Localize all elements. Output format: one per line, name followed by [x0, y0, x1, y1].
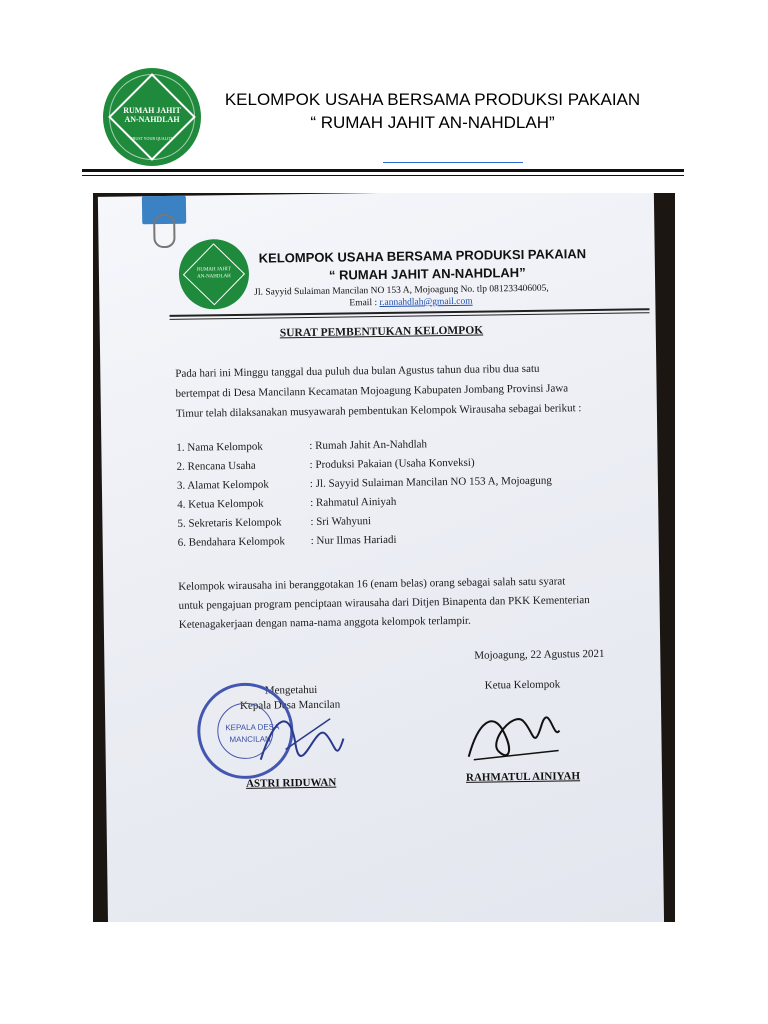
left-signature-icon	[255, 704, 346, 775]
item-value-3: : Jl. Sayyid Sulaiman Mancilan NO 153 A, Mojoagung	[309, 474, 552, 490]
left-sign-line2: Kepala Desa Mancilan	[239, 698, 341, 712]
letter-header-line2: “ RUMAH JAHIT AN-NAHDLAH”	[328, 264, 526, 283]
letter-address: Jl. Sayyid Sulaiman Mancilan NO 153 A, Mojoagung No. tlp 081233406005,	[254, 283, 549, 298]
item-label-2: 2. Rencana Usaha	[176, 459, 256, 473]
item-value-1: : Rumah Jahit An-Nahdlah	[309, 438, 428, 452]
letterhead-rule-thin	[82, 175, 684, 176]
letterhead-title-line1: KELOMPOK USAHA BERSAMA PRODUKSI PAKAIAN	[224, 90, 641, 109]
item-value-6: : Nur Ilmas Hariadi	[310, 533, 397, 547]
logo-text-line2: AN-NAHDLAH	[124, 115, 180, 124]
left-sign-name: ASTRI RIDUWAN	[245, 776, 337, 790]
letterhead-link-underline[interactable]	[383, 162, 523, 163]
letter-header-line1: KELOMPOK USAHA BERSAMA PRODUKSI PAKAIAN	[258, 246, 587, 266]
scanned-letter-photo	[93, 193, 675, 922]
place-date: Mojoagung, 22 Agustus 2021	[474, 647, 605, 662]
item-label-5: 5. Sekretaris Kelompok	[177, 516, 282, 530]
letterhead-rule-thick	[82, 169, 684, 172]
letterhead-logo	[103, 68, 201, 166]
right-sign-name: RAHMATUL AINIYAH	[465, 770, 581, 784]
letter-email-label: Email :	[349, 298, 378, 309]
item-label-3: 3. Alamat Kelompok	[176, 478, 269, 492]
closing-line-1: Kelompok wirausaha ini beranggotakan 16 (enam belas) orang sebagai salah satu syarat	[178, 575, 566, 593]
letter-logo	[178, 239, 249, 310]
letter-logo-text-line2: AN-NAHDLAH	[197, 274, 231, 280]
logo-tagline: TRUST YOUR QUALITY	[130, 136, 174, 141]
item-value-2: : Produksi Pakaian (Usaha Konveksi)	[309, 456, 475, 471]
binder-clip-wire	[153, 214, 175, 248]
item-label-1: 1. Nama Kelompok	[176, 440, 263, 454]
right-sign-title: Ketua Kelompok	[484, 678, 561, 692]
intro-line-1: Pada hari ini Minggu tanggal dua puluh dua bulan Agustus tahun dua ribu dua satu	[175, 362, 540, 380]
intro-line-3: Timur telah dilaksanakan musyawarah pembentukan Kelompok Wirausaha sebagai berikut :	[175, 402, 582, 420]
letter-email-link[interactable]: r.annahdlah@gmail.com	[379, 296, 473, 308]
letter-subject: SURAT PEMBENTUKAN KELOMPOK	[279, 324, 484, 340]
item-label-6: 6. Bendahara Kelompok	[177, 535, 285, 549]
letter-email-row	[349, 297, 472, 309]
closing-line-3: Ketenagakerjaan dengan nama-nama anggota kelompok terlampir.	[178, 614, 471, 631]
closing-line-2: untuk pengajuan program penciptaan wirausaha dari Ditjen Binapenta dan PKK Kementerian	[178, 594, 590, 612]
stamp-text-line2: MANCILAN	[229, 734, 271, 745]
item-value-5: : Sri Wahyuni	[310, 515, 372, 528]
letter-paper	[98, 193, 664, 922]
item-value-4: : Rahmatul Ainiyah	[310, 495, 397, 509]
intro-line-2: bertempat di Desa Mancilann Kecamatan Mojoagung Kabupaten Jombang Provinsi Jawa	[175, 382, 569, 400]
item-label-4: 4. Ketua Kelompok	[177, 497, 264, 511]
left-sign-line1: Mengetahui	[264, 683, 318, 697]
right-signature-icon	[463, 700, 564, 771]
logo-text-line1: RUMAH JAHIT	[123, 106, 181, 115]
stamp-text-line1: KEPALA DESA	[225, 722, 280, 733]
letter-logo-text-line1: RUMAH JAHIT	[196, 267, 231, 273]
letterhead-title-line2: “ RUMAH JAHIT AN-NAHDLAH”	[310, 113, 555, 132]
